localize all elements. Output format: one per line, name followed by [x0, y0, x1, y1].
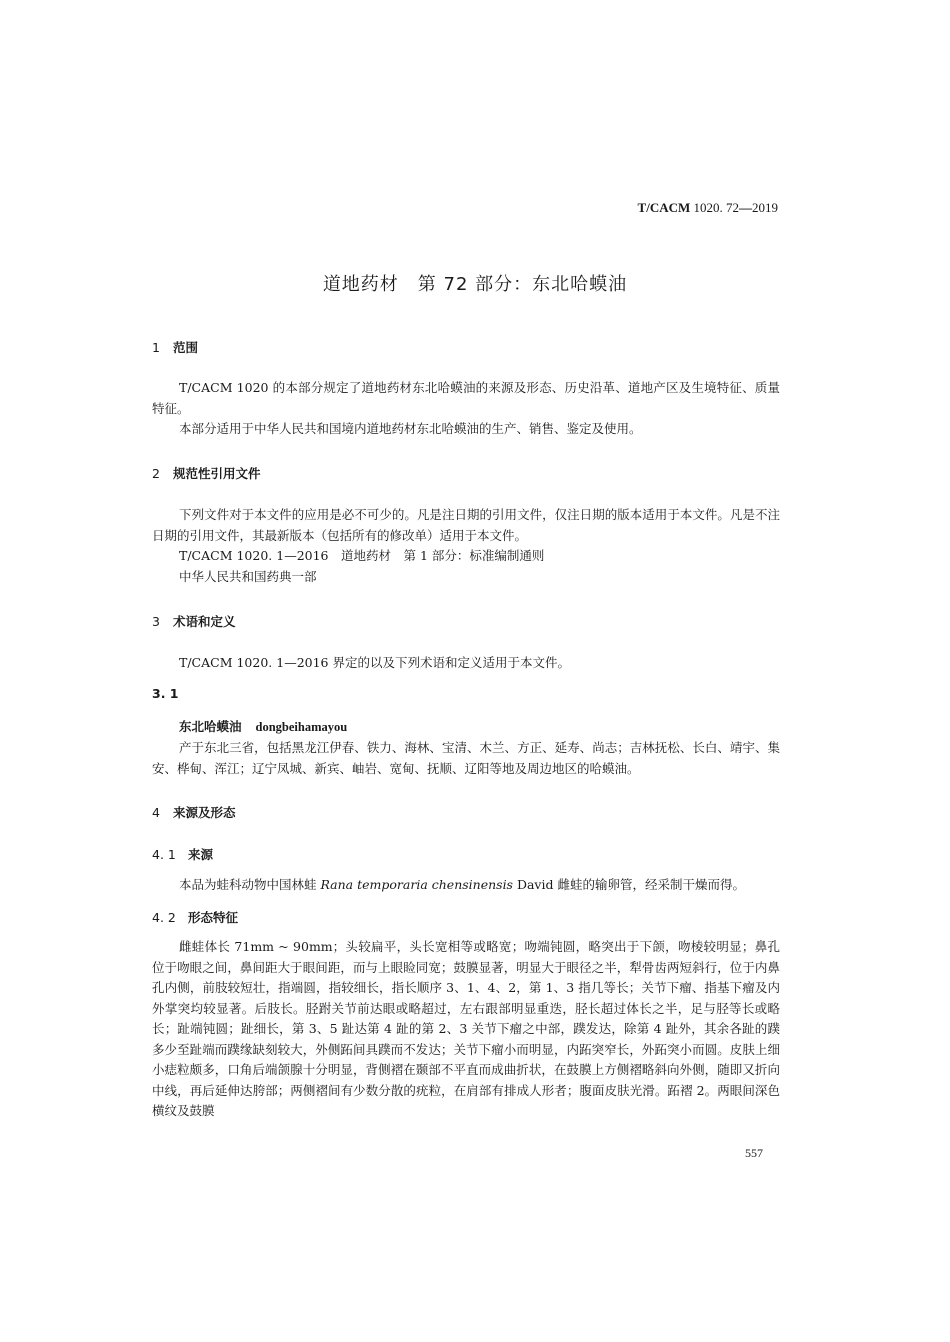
- term-chinese: 东北哈蟆油: [179, 719, 242, 734]
- section-2-heading: [152, 464, 261, 482]
- subsection-title: 来源: [188, 847, 214, 862]
- section-number: 4: [152, 805, 160, 820]
- paragraph: 产于东北三省，包括黑龙江伊春、铁力、海林、宝清、木兰、方正、延寿、尚志；吉林抚松、长白、靖宇、集安、桦甸、浑江；辽宁凤城、新宾、岫岩、宽甸、抚顺、辽阳等地及周边地区的哈蟆油。: [152, 740, 780, 776]
- paragraph: T/CACM 1020 的本部分规定了道地药材东北哈蟆油的来源及形态、历史沿革、道地产区及生境特征、质量特征。: [152, 380, 780, 416]
- std-year: 2019: [752, 200, 778, 215]
- latin-name: Rana temporaria chensinensis: [320, 877, 513, 892]
- section-number: 2: [152, 466, 160, 481]
- section-title: 来源及形态: [173, 805, 236, 820]
- subsection-number: 3. 1: [152, 686, 179, 701]
- section-number: 3: [152, 614, 160, 629]
- subsection-number: 4. 1: [152, 847, 176, 862]
- subsection-4-2-heading: [152, 908, 238, 926]
- subsection-4-1-heading: [152, 845, 213, 863]
- term-definition: [152, 738, 780, 779]
- std-number: 1020. 72: [693, 200, 739, 215]
- subsection-title: 形态特征: [188, 910, 239, 925]
- reference-item: T/CACM 1020. 1—2016 道地药材 第 1 部分：标准编制通则: [179, 548, 545, 563]
- std-sep: —: [739, 200, 752, 215]
- section-number: 1: [152, 340, 160, 355]
- paragraph: 下列文件对于本文件的应用是必不可少的。凡是注日期的引用文件，仅注日期的版本适用于本文件。凡是不注日期的引用文件，其最新版本（包括所有的修改单）适用于本文件。: [152, 507, 780, 543]
- standard-code: [638, 200, 778, 216]
- paragraph: T/CACM 1020. 1—2016 界定的以及下列术语和定义适用于本文件。: [179, 655, 570, 670]
- term-english: dongbeihamayou: [255, 720, 348, 734]
- section-1-heading: [152, 338, 198, 356]
- paragraph: 本部分适用于中华人民共和国境内道地药材东北哈蟆油的生产、销售、鉴定及使用。: [179, 421, 642, 436]
- section-3-body: [152, 653, 780, 674]
- page-number: 557: [745, 1146, 763, 1160]
- section-title: 范围: [173, 340, 199, 355]
- paragraph: 雌蛙体长 71mm ~ 90mm；头较扁平，头长宽相等或略宽；吻端钝圆，略突出于下颌，吻棱较明显；鼻孔位于吻眼之间，鼻间距大于眼间距，而与上眼睑同宽；鼓膜显著，明显大于眼径之半，犁骨齿两短斜行，位于内鼻孔内侧，前肢较短壮，指端圆，指较细长，指长顺序 3、1、4、2，第 1、3 指几等长；关节下瘤、指基下瘤及内外掌突均较显著。后肢长。胫跗关节前达眼或略超过，左右跟部明显重迭，胫长超过体长之半，足与胫等长或略长；趾端钝圆；趾细长，第 3、5 趾达第 4 趾的第 2、3 关节下瘤之中部，蹼发达，除第 4 趾外，其余各趾的蹼多少至趾端而蹼缘缺刻较大，外侧跖间具蹼而不发达；关节下瘤小而明显，内跖突窄长，外跖突小而圆。皮肤上细小痣粒颇多，口角后端颌腺十分明显，背侧褶在颞部不平直而成曲折状，在鼓膜上方侧褶略斜向外侧，随即又折向中线，再后延伸达胯部；两侧褶间有少数分散的疣粒，在肩部有排成人形者；腹面皮肤光滑。跖褶 2。两眼间深色横纹及鼓膜: [152, 939, 780, 1118]
- std-prefix: T/CACM: [637, 200, 691, 215]
- subsection-4-1-body: [152, 875, 780, 896]
- section-title: 规范性引用文件: [173, 466, 261, 481]
- section-4-heading: [152, 803, 236, 821]
- section-2-body: [152, 505, 780, 587]
- paragraph: [152, 875, 780, 896]
- section-1-body: [152, 378, 780, 440]
- subsection-number: 4. 2: [152, 910, 176, 925]
- source-text-pre: 本品为蛙科动物中国林蛙: [179, 877, 321, 892]
- document-title: 道地药材 第 72 部分：东北哈蟆油: [322, 274, 628, 295]
- subsection-3-1-heading: [152, 686, 179, 701]
- term-title: [179, 717, 347, 735]
- subsection-4-2-body: [152, 937, 780, 1122]
- section-title: 术语和定义: [173, 614, 236, 629]
- source-text-post: David 雌蛙的输卵管，经采制干燥而得。: [512, 877, 745, 892]
- reference-item: 中华人民共和国药典一部: [179, 568, 317, 584]
- section-3-heading: [152, 612, 236, 630]
